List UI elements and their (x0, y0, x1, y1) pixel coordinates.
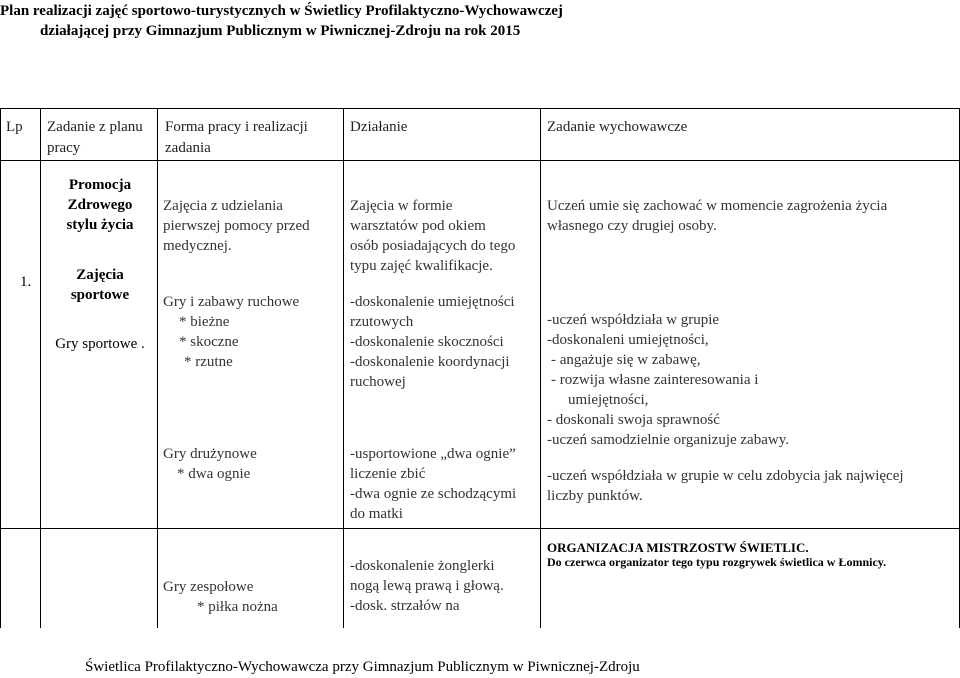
action-cell-dodgeball: -usportowione „dwa ognie” liczenie zbić -dwa ognie ze schodzącymi do matki (350, 446, 517, 522)
col-header-wychowawcze: Zadanie wychowawcze (547, 119, 688, 135)
championship-title: ORGANIZACJA MISTRZOSTW ŚWIETLIC. (547, 540, 809, 555)
table-top-border (0, 108, 960, 109)
col-divider-1 (40, 108, 41, 628)
footer-text: Świetlica Profilaktyczno-Wychowawcza przy Gimnazjum Publicznym w Piwnicznej-Zdroju (85, 659, 640, 675)
action-cell-workshops: Zajęcia w formie warsztatów pod okiem osób posiadających do tego typu zajęć kwalifikacje. (350, 198, 516, 274)
document-title-line2: działającej przy Gimnazjum Publicznym w Piwnicznej-Zdroju na rok 2015 (40, 23, 521, 39)
educational-cell-safety: Uczeń umie się zachować w momencie zagrożenia życia własnego czy drugiej osoby. (547, 198, 888, 234)
form-cell-team-games: Gry drużynowe * dwa ognie (163, 446, 257, 482)
action-cell-skills: -doskonalenie umiejętności rzutowych -doskonalenie skoczności -doskonalenie koordynacji ruchowej (350, 294, 515, 390)
task-cell: Promocja Zdrowego stylu życia Zajęcia sportowe Gry sportowe . (55, 177, 145, 352)
row-number: 1. (20, 274, 32, 290)
action-cell-football: -doskonalenie żonglerki nogą lewą prawą i głową. -dosk. strzałów na (350, 558, 504, 614)
form-cell-team-sports: Gry zespołowe * piłka nożna (163, 579, 278, 615)
educational-cell-points: -uczeń współdziała w grupie w celu zdobycia jak najwięcej liczby punktów. (547, 468, 904, 504)
table-left-border (0, 108, 1, 628)
row-divider (0, 528, 960, 529)
header-bottom-border (0, 160, 960, 161)
educational-cell-cooperation: -uczeń współdziała w grupie -doskonaleni umiejętności, - angażuje się w zabawę, - rozwija własne zainteresowania i umiejętności, - doskonali swoja sprawność -uczeń samodzielnie organizuje zabawy. (547, 312, 789, 448)
championship-note: Do czerwca organizator tego typu rozgrywek świetlica w Łomnicy. (547, 555, 887, 569)
col-header-lp: Lp (6, 119, 23, 135)
col-header-forma: Forma pracy i realizacji zadania (165, 119, 308, 156)
col-divider-4 (540, 108, 541, 628)
col-divider-3 (343, 108, 344, 628)
form-cell-games: Gry i zabawy ruchowe * bieżne * skoczne * rzutne (163, 294, 300, 370)
col-divider-2 (157, 108, 158, 628)
form-cell-first-aid: Zajęcia z udzielania pierwszej pomocy przed medycznej. (163, 198, 310, 254)
document-title-line1: Plan realizacji zajęć sportowo-turystycznych w Świetlicy Profilaktyczno-Wychowawczej (0, 3, 563, 19)
col-header-zadanie: Zadanie z planu pracy (47, 119, 143, 156)
col-header-dzialanie: Działanie (350, 119, 408, 135)
